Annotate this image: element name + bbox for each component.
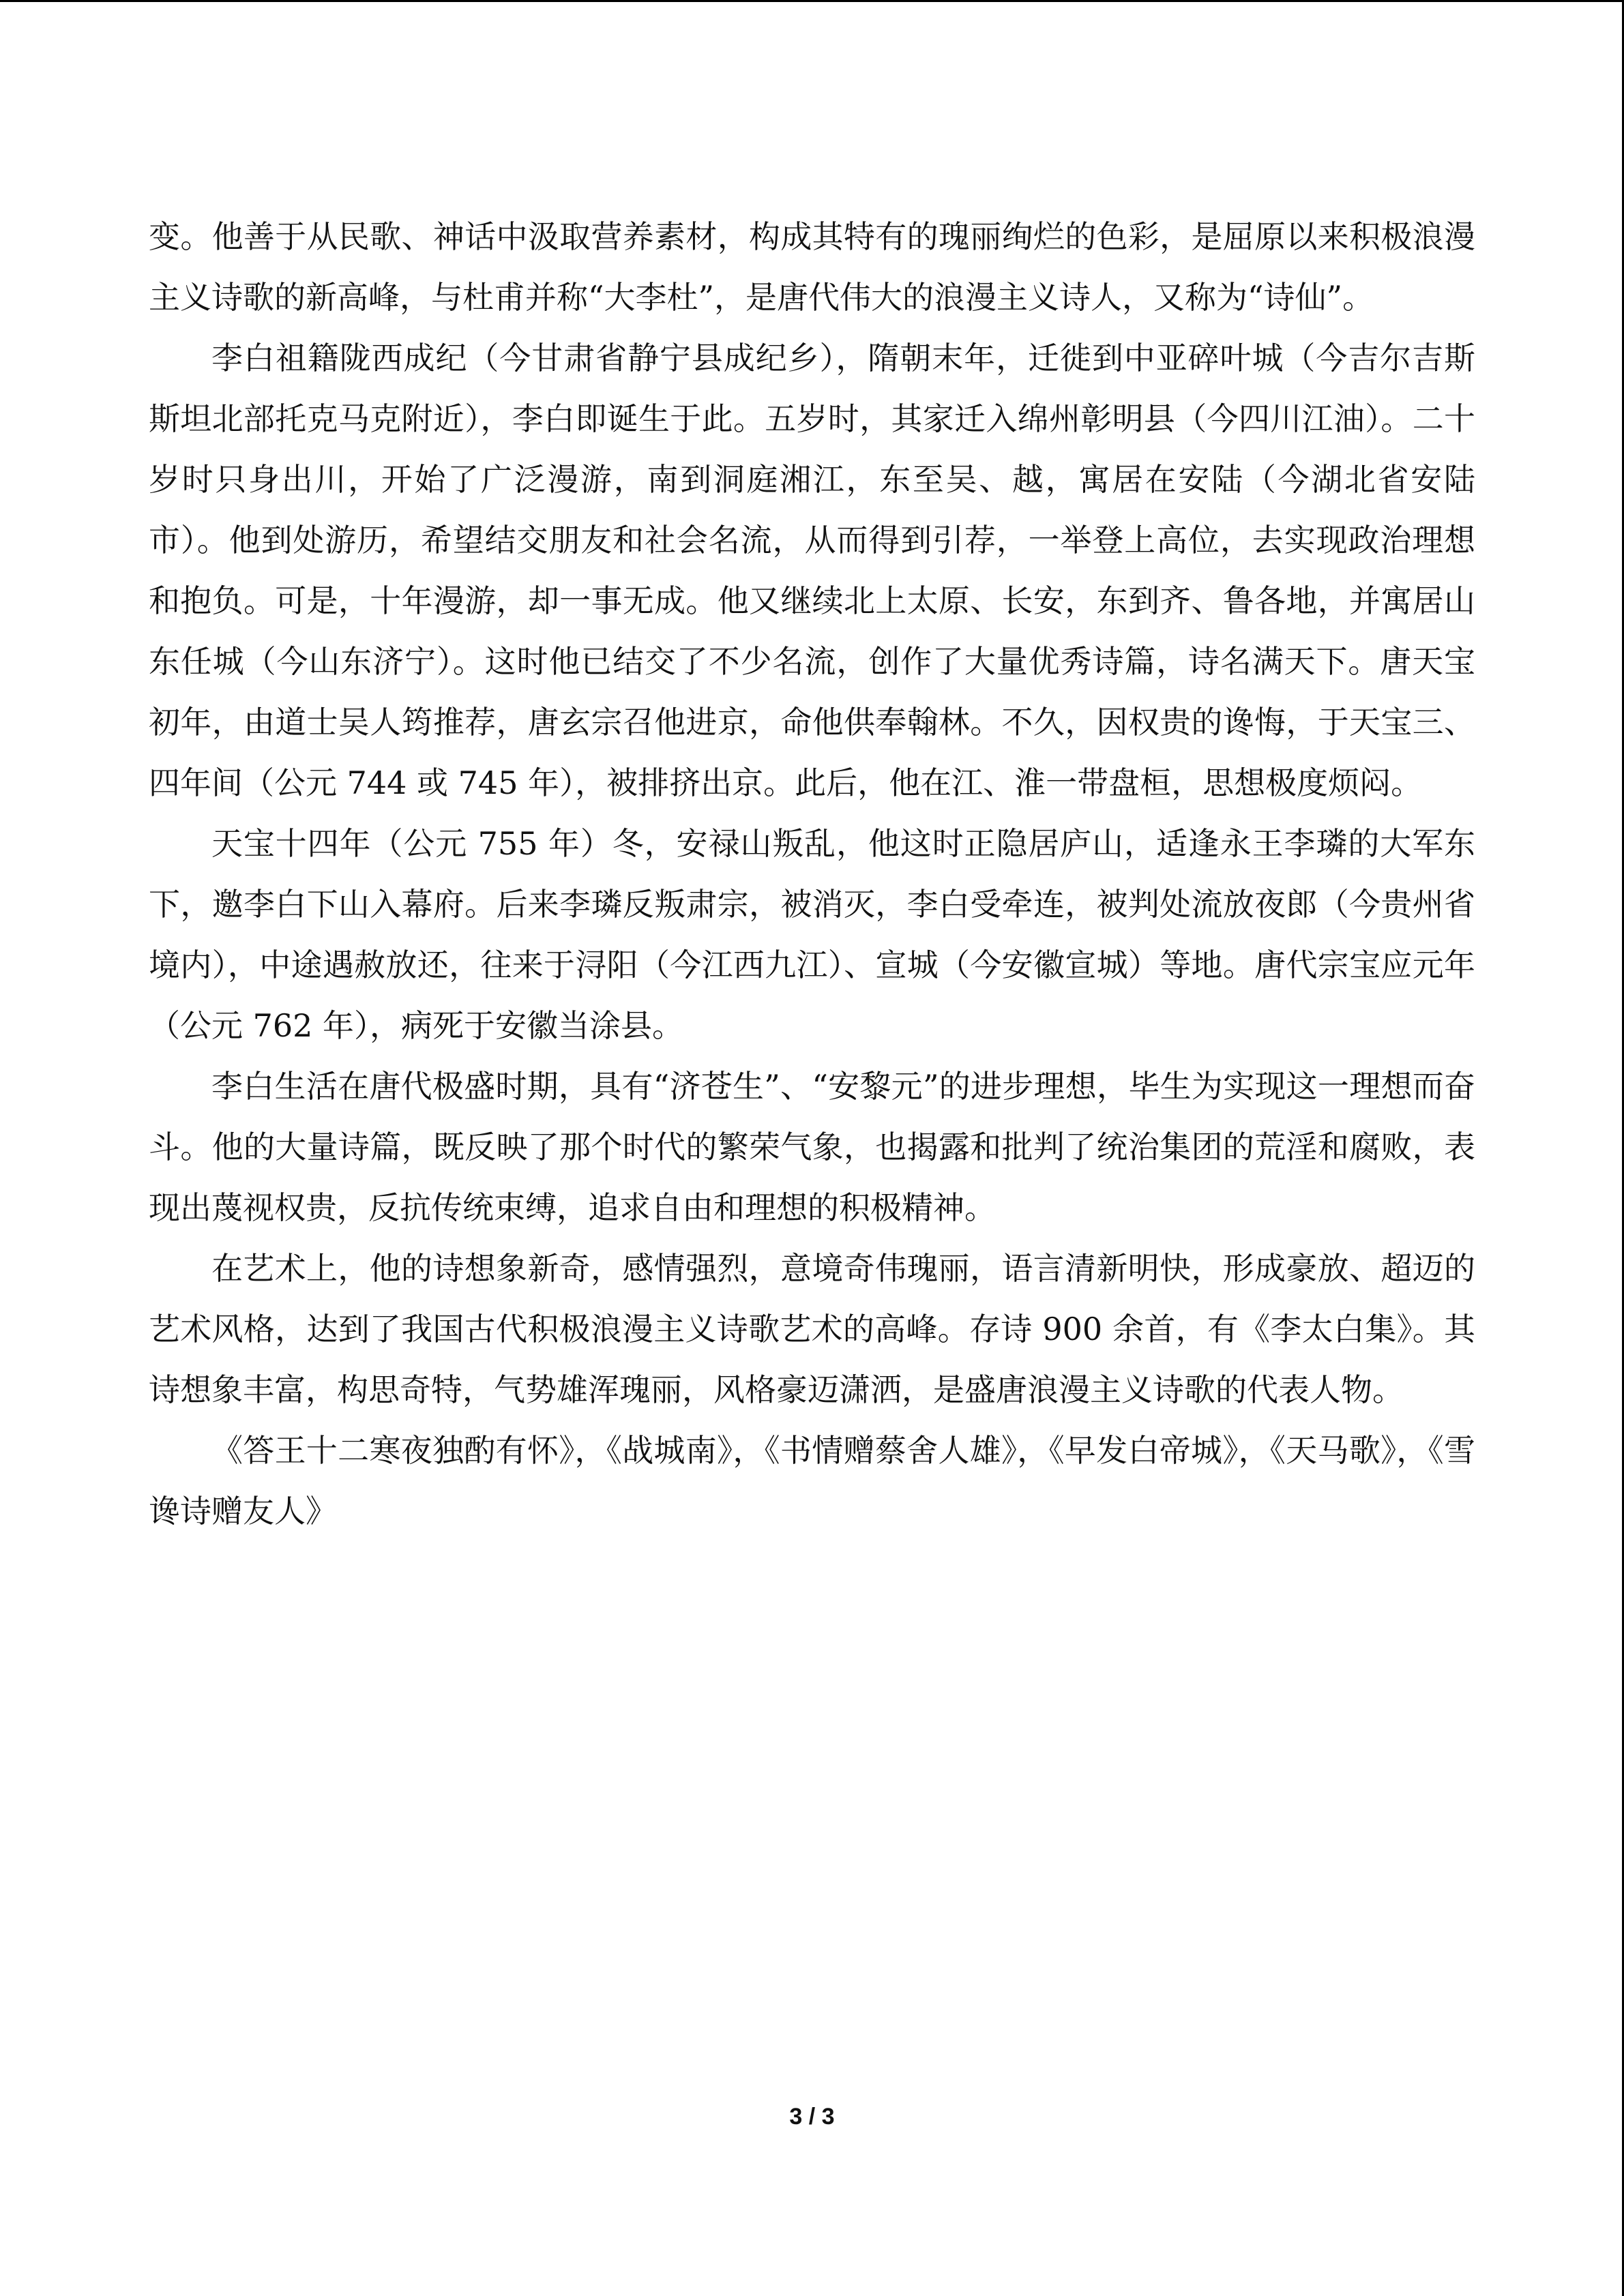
paragraph-biography: 李白祖籍陇西成纪（今甘肃省静宁县成纪乡），隋朝末年，迁徙到中亚碎叶城（今吉尔吉斯斯坦北部托克马克附近），李白即诞生于此。五岁时，其家迁入绵州彰明县（今四川江油）。二十岁时只身出川，开始了广泛漫游，南到洞庭湘江，东至吴、越，寓居在安陆（今湖北省安陆市）。他到处游历，希望结交朋友和社会名流，从而得到引荐，一举登上高位，去实现政治理想和抱负。可是，十年漫游，却一事无成。他又继续北上太原、长安，东到齐、鲁各地，并寓居山东任城（今山东济宁）。这时他已结交了不少名流，创作了大量优秀诗篇，诗名满天下。唐天宝初年，由道士吴人筠推荐，唐玄宗召他进京，命他供奉翰林。不久，因权贵的谗悔，于天宝三、四年间（公元 744 或 745 年），被排挤出京。此后，他在江、淮一带盘桓，思想极度烦闷。 (149, 340, 1475, 801)
paragraph-ideals: 李白生活在唐代极盛时期，具有“济苍生”、“安黎元”的进步理想，毕生为实现这一理想而奋斗。他的大量诗篇，既反映了那个时代的繁荣气象，也揭露和批判了统治集团的荒淫和腐败，表现出蔑视权贵，反抗传统束缚，追求自由和理想的积极精神。 (149, 1068, 1475, 1226)
document-body (149, 207, 1475, 1542)
paragraph-artistry: 在艺术上，他的诗想象新奇，感情强烈，意境奇伟瑰丽，语言清新明快，形成豪放、超迈的艺术风格，达到了我国古代积极浪漫主义诗歌艺术的高峰。存诗 900 余首，有《李太白集》。其诗想象丰富，构思奇特，气势雄浑瑰丽，风格豪迈潇洒，是盛唐浪漫主义诗歌的代表人物。 (149, 1250, 1475, 1408)
paragraph-later-life: 天宝十四年（公元 755 年）冬，安禄山叛乱，他这时正隐居庐山，适逢永王李璘的大军东下，邀李白下山入幕府。后来李璘反叛肃宗，被消灭，李白受牵连，被判处流放夜郎（今贵州省境内），中途遇赦放还，往来于浔阳（今江西九江）、宣城（今安徽宣城）等地。唐代宗宝应元年（公元 762 年），病死于安徽当涂县。 (149, 825, 1475, 1044)
paragraph-continuation: 变。他善于从民歌、神话中汲取营养素材，构成其特有的瑰丽绚烂的色彩，是屈原以来积极浪漫主义诗歌的新高峰，与杜甫并称“大李杜”，是唐代伟大的浪漫主义诗人，又称为“诗仙”。 (149, 218, 1475, 316)
paragraph-works-list: 《答王十二寒夜独酌有怀》，《战城南》，《书情赠蔡舍人雄》，《早发白帝城》，《天马歌》，《雪谗诗赠友人》 (149, 1432, 1475, 1530)
page-number: 3 / 3 (789, 2104, 835, 2130)
